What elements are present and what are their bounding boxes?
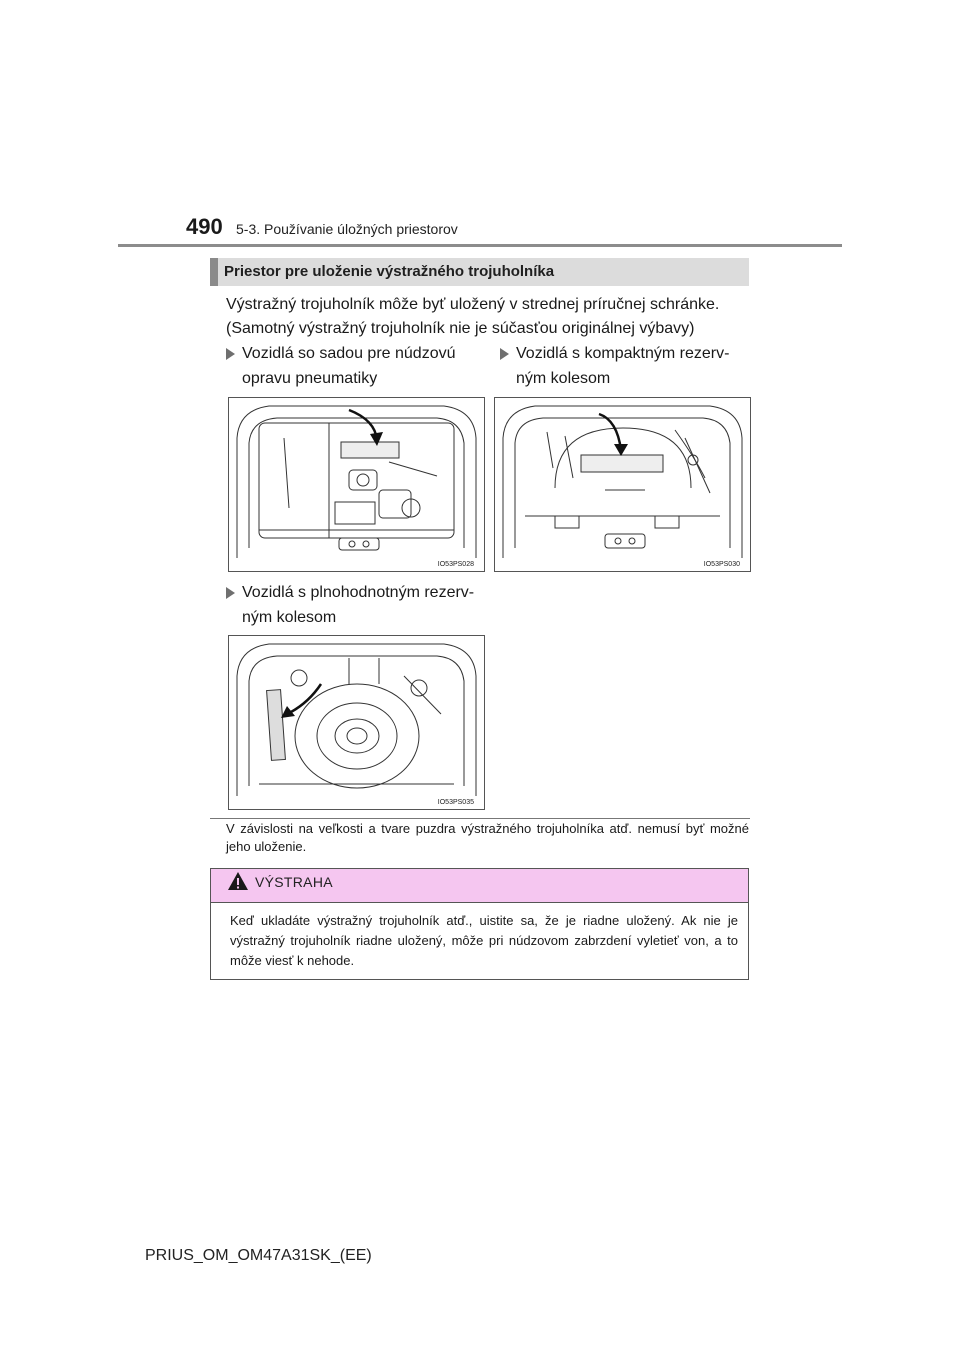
figure-full-spare	[228, 635, 485, 810]
figure-code: IO53PS035	[437, 799, 474, 806]
figure-repair-kit	[228, 397, 485, 572]
trunk-illustration	[229, 398, 484, 571]
warning-label: VÝSTRAHA	[255, 874, 333, 890]
bullet-triangle-icon	[226, 348, 235, 360]
document-id: PRIUS_OM_OM47A31SK_(EE)	[145, 1247, 372, 1264]
intro-line-2: (Samotný výstražný trojuholník nie je súčasťou originálnej výbavy)	[226, 320, 695, 337]
chapter-title: 5-3. Používanie úložných priestorov	[236, 221, 458, 237]
variant-label-compact-spare: Vozidlá s kompaktným rezerv- ným kolesom	[500, 341, 755, 391]
note-divider	[210, 818, 750, 819]
intro-line-1: Výstražný trojuholník môže byť uložený v strednej príručnej schránke.	[226, 296, 720, 313]
section-title: Priestor pre uloženie výstražného trojuholníka	[224, 263, 555, 280]
trunk-illustration	[495, 398, 750, 571]
header-rule	[118, 244, 842, 247]
variant-label-full-spare: Vozidlá s plnohodnotným rezerv- ným kolesom	[226, 580, 481, 630]
figure-code: IO53PS030	[703, 561, 740, 568]
bullet-triangle-icon	[226, 587, 235, 599]
warning-triangle-icon	[227, 871, 249, 891]
figure-code: IO53PS028	[437, 561, 474, 568]
page-number: 490	[186, 214, 223, 239]
variant-label-repair-kit: Vozidlá so sadou pre núdzovú opravu pneumatiky	[226, 341, 481, 391]
intro-paragraph	[226, 293, 752, 341]
bullet-triangle-icon	[500, 348, 509, 360]
note-paragraph: V závislosti na veľkosti a tvare puzdra výstražného trojuholníka atď. nemusí byť možné jeho uloženie.	[226, 821, 749, 854]
trunk-illustration	[229, 636, 484, 809]
figure-compact-spare	[494, 397, 751, 572]
warning-text: Keď ukladáte výstražný trojuholník atď., uistite sa, že je riadne uložený. Ak nie je výstražný trojuholník riadne uložený, môže pri núdzovom zabrzdení vyletieť von, a to môže viesť k nehode.	[230, 913, 738, 968]
